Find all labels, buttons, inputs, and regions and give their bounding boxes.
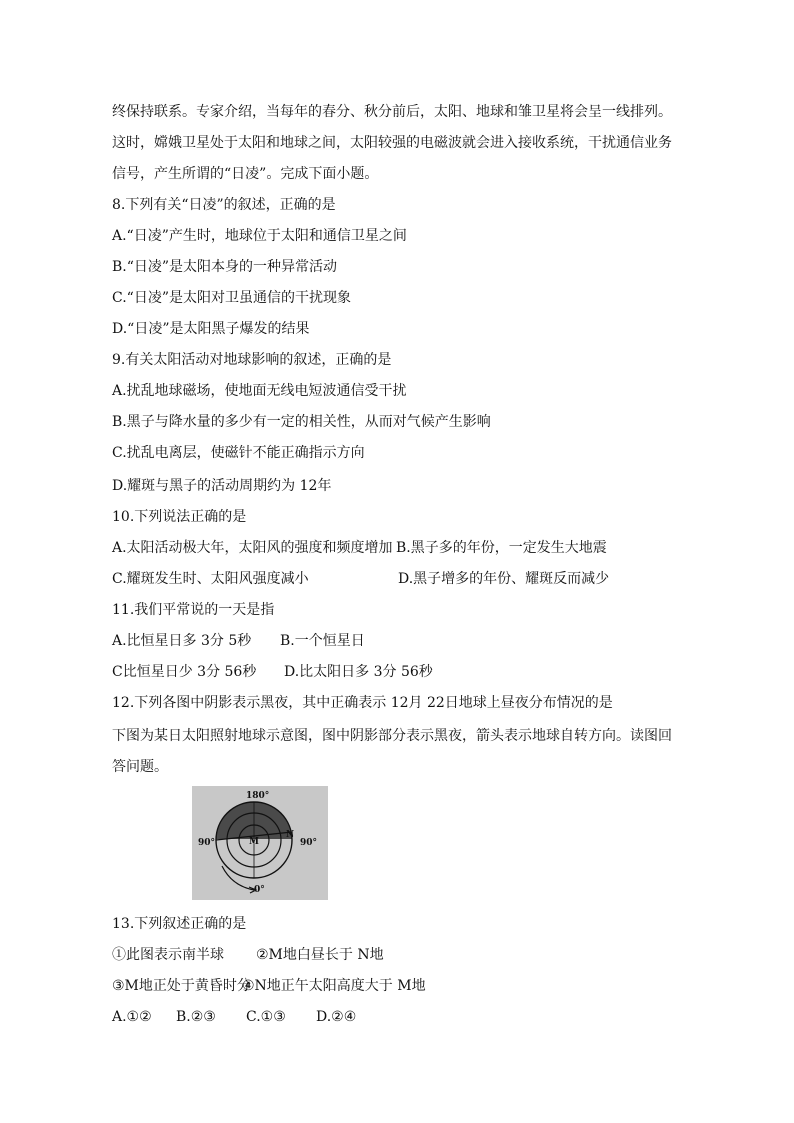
statement-2: ②M地白昼长于 N地 xyxy=(256,947,384,963)
question-12: 12.下列各图中阴影表示黑夜，其中正确表示 12月 22日地球上昼夜分布情况的是 xyxy=(112,695,613,711)
question-9: 9.有关太阳活动对地球影响的叙述，正确的是 xyxy=(112,352,392,368)
option-9d: D.耀斑与黑子的活动周期约为 12年 xyxy=(112,478,332,494)
option-8b: B.“日凌”是太阳本身的一种异常活动 xyxy=(112,259,338,275)
option-11d: D.比太阳日多 3分 56秒 xyxy=(284,664,433,680)
label-90-left: 90° xyxy=(198,838,216,848)
text-line: 这时，嫦娥卫星处于太阳和地球之间，太阳较强的电磁波就会进入接收系统，干扰通信业务 xyxy=(112,135,672,151)
option-8d: D.“日凌”是太阳黑子爆发的结果 xyxy=(112,321,310,337)
earth-illumination-figure xyxy=(192,786,328,900)
text-line: 信号，产生所谓的“日凌”。完成下面小题。 xyxy=(112,166,379,182)
label-n: N xyxy=(286,830,295,840)
option-13b: B.②③ xyxy=(176,1009,216,1025)
option-13a: A.①② xyxy=(112,1009,152,1025)
option-8a: A.“日凌”产生时，地球位于太阳和通信卫星之间 xyxy=(112,228,407,244)
option-10c: C.耀斑发生时、太阳风强度减小 xyxy=(112,571,309,587)
text-line: 下图为某日太阳照射地球示意图，图中阴影部分表示黑夜，箭头表示地球自转方向。读图回 xyxy=(112,728,672,744)
option-9c: C.扰乱电离层，使磁针不能正确指示方向 xyxy=(112,445,365,461)
option-9b: B.黑子与降水量的多少有一定的相关性，从而对气候产生影响 xyxy=(112,414,491,430)
statement-4: ④N地正午太阳高度大于 M地 xyxy=(242,978,426,994)
question-10: 10.下列说法正确的是 xyxy=(112,509,247,525)
statement-1: ①此图表示南半球 xyxy=(112,947,224,963)
option-11a: A.比恒星日多 3分 5秒 xyxy=(112,633,252,649)
option-8c: C.“日凌”是太阳对卫虽通信的干扰现象 xyxy=(112,290,351,306)
option-10a: A.太阳活动极大年，太阳风的强度和频度增加 xyxy=(112,540,393,556)
label-180: 180° xyxy=(246,791,270,801)
label-m: M xyxy=(249,837,259,847)
text-line: 答问题。 xyxy=(112,759,168,775)
label-90-right: 90° xyxy=(300,838,318,848)
option-13c: C.①③ xyxy=(246,1009,286,1025)
question-13: 13.下列叙述正确的是 xyxy=(112,916,247,932)
option-13d: D.②④ xyxy=(316,1009,357,1025)
option-9a: A.扰乱地球磁场，使地面无线电短波通信受干扰 xyxy=(112,383,407,399)
option-11b: B.一个恒星日 xyxy=(280,633,365,649)
label-0: 0° xyxy=(254,885,265,895)
statement-3: ③M地正处于黄昏时分 xyxy=(112,978,251,994)
question-11: 11.我们平常说的一天是指 xyxy=(112,602,275,618)
option-11c: C比恒星日少 3分 56秒 xyxy=(112,664,257,680)
text-line: 终保持联系。专家介绍，当每年的春分、秋分前后，太阳、地球和雏卫星将会呈一线排列。 xyxy=(112,104,672,120)
option-10d: D.黑子增多的年份、耀斑反而减少 xyxy=(398,571,610,587)
option-10b: B.黑子多的年份，一定发生大地震 xyxy=(396,540,607,556)
question-8: 8.下列有关“日凌”的叙述，正确的是 xyxy=(112,197,336,213)
